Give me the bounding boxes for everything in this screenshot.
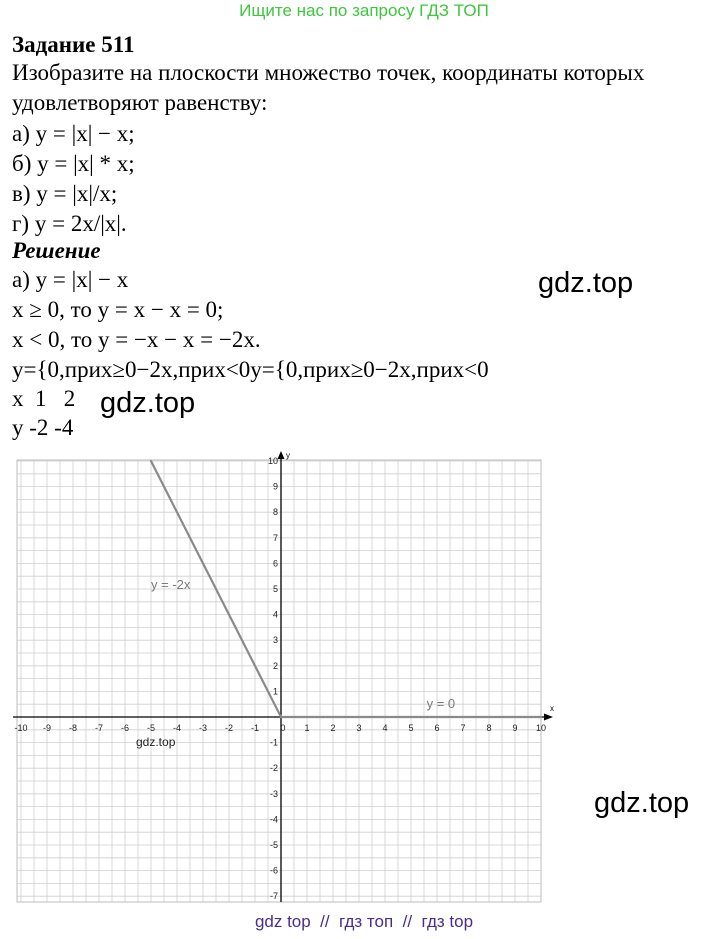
watermark-3: gdz.top — [594, 787, 690, 819]
graph-watermark: gdz.top — [136, 735, 176, 749]
task-item-d: г) y = 2x/|x|. — [12, 211, 127, 236]
grid — [17, 460, 541, 902]
x-tick-label: -7 — [94, 723, 104, 733]
coordinate-graph — [0, 445, 570, 910]
x-tick-label: -8 — [68, 723, 78, 733]
y-axis-label: y — [286, 451, 290, 460]
x-tick-label: -10 — [14, 723, 28, 733]
x-tick-label: -9 — [42, 723, 52, 733]
annotation-y-neg2x: y = -2x — [151, 577, 191, 592]
task-item-c: в) y = |x|/x; — [12, 181, 118, 206]
y-tick-label: 2 — [272, 660, 278, 671]
y-tick-label: 4 — [272, 609, 278, 620]
x-tick-label: 10 — [535, 723, 547, 733]
watermark-2: gdz.top — [100, 387, 196, 419]
y-tick-label: -7 — [269, 891, 278, 902]
annotation-y-0: y = 0 — [426, 696, 456, 712]
axes — [13, 451, 554, 902]
solution-table-y: y -2 -4 — [12, 415, 74, 440]
x-axis-label: x — [550, 704, 554, 713]
solution-title: Решение — [12, 238, 101, 263]
y-tick-label: 9 — [272, 481, 278, 492]
y-tick-label: 1 — [272, 686, 278, 697]
y-tick-label: -1 — [269, 737, 278, 748]
solution-line-1: а) y = |x| − x — [12, 267, 129, 292]
y-tick-label: 8 — [272, 507, 278, 518]
x-tick-label: 3 — [356, 723, 362, 733]
solution-line-3: x < 0, то y = −x − x = −2x. — [12, 327, 261, 352]
y-tick-label: 3 — [272, 635, 278, 646]
watermark-1: gdz.top — [538, 267, 634, 299]
x-tick-label: 2 — [330, 723, 336, 733]
x-axis-arrow — [544, 714, 553, 721]
banner-text[interactable]: Ищите нас по запросу ГДЗ ТОП — [239, 1, 489, 20]
x-tick-label: 1 — [304, 723, 310, 733]
y-tick-label: 7 — [272, 532, 278, 543]
y-tick-label: -6 — [269, 865, 278, 876]
x-tick-label: 4 — [382, 723, 388, 733]
y-axis-arrow — [278, 451, 285, 459]
x-tick-label: -1 — [250, 723, 260, 733]
x-tick-label: 9 — [512, 723, 518, 733]
x-tick-label: -6 — [120, 723, 130, 733]
y-tick-label: 6 — [272, 558, 278, 569]
x-tick-label: -5 — [146, 723, 156, 733]
footer-links[interactable]: gdz top // гдз топ // гдз top — [254, 912, 474, 931]
task-title: Задание 511 — [12, 32, 135, 57]
y-tick-label: 5 — [272, 584, 278, 594]
y-tick-label: -3 — [269, 788, 278, 799]
y-tick-label: -4 — [269, 814, 278, 825]
x-tick-label: 6 — [434, 723, 440, 733]
task-statement-line-2: удовлетворяют равенству: — [12, 90, 268, 115]
task-statement-line-1: Изобразите на плоскости множество точек, координаты которых — [12, 60, 645, 85]
y-tick-label: -2 — [269, 763, 278, 774]
x-tick-label: -3 — [198, 723, 208, 733]
x-tick-label: -4 — [172, 723, 182, 733]
y-tick-label: 10 — [267, 456, 278, 466]
x-tick-label: 8 — [486, 723, 492, 733]
task-item-a: а) y = |x| − x; — [12, 121, 135, 146]
task-item-b: б) y = |x| * x; — [12, 151, 135, 176]
x-tick-label: 0 — [280, 723, 286, 733]
grid-border — [17, 460, 541, 902]
x-tick-label: -2 — [224, 723, 234, 733]
x-tick-label: 7 — [460, 723, 466, 733]
annotations — [151, 577, 455, 711]
x-tick-label: 5 — [408, 723, 414, 733]
solution-line-2: x ≥ 0, то y = x − x = 0; — [12, 297, 224, 322]
solution-table-x: x 1 2 — [12, 386, 76, 411]
y-tick-label: -5 — [269, 840, 278, 850]
solution-line-4: y={0,прих≥0−2x,прих<0y={0,прих≥0−2x,прих<0 — [12, 357, 489, 382]
